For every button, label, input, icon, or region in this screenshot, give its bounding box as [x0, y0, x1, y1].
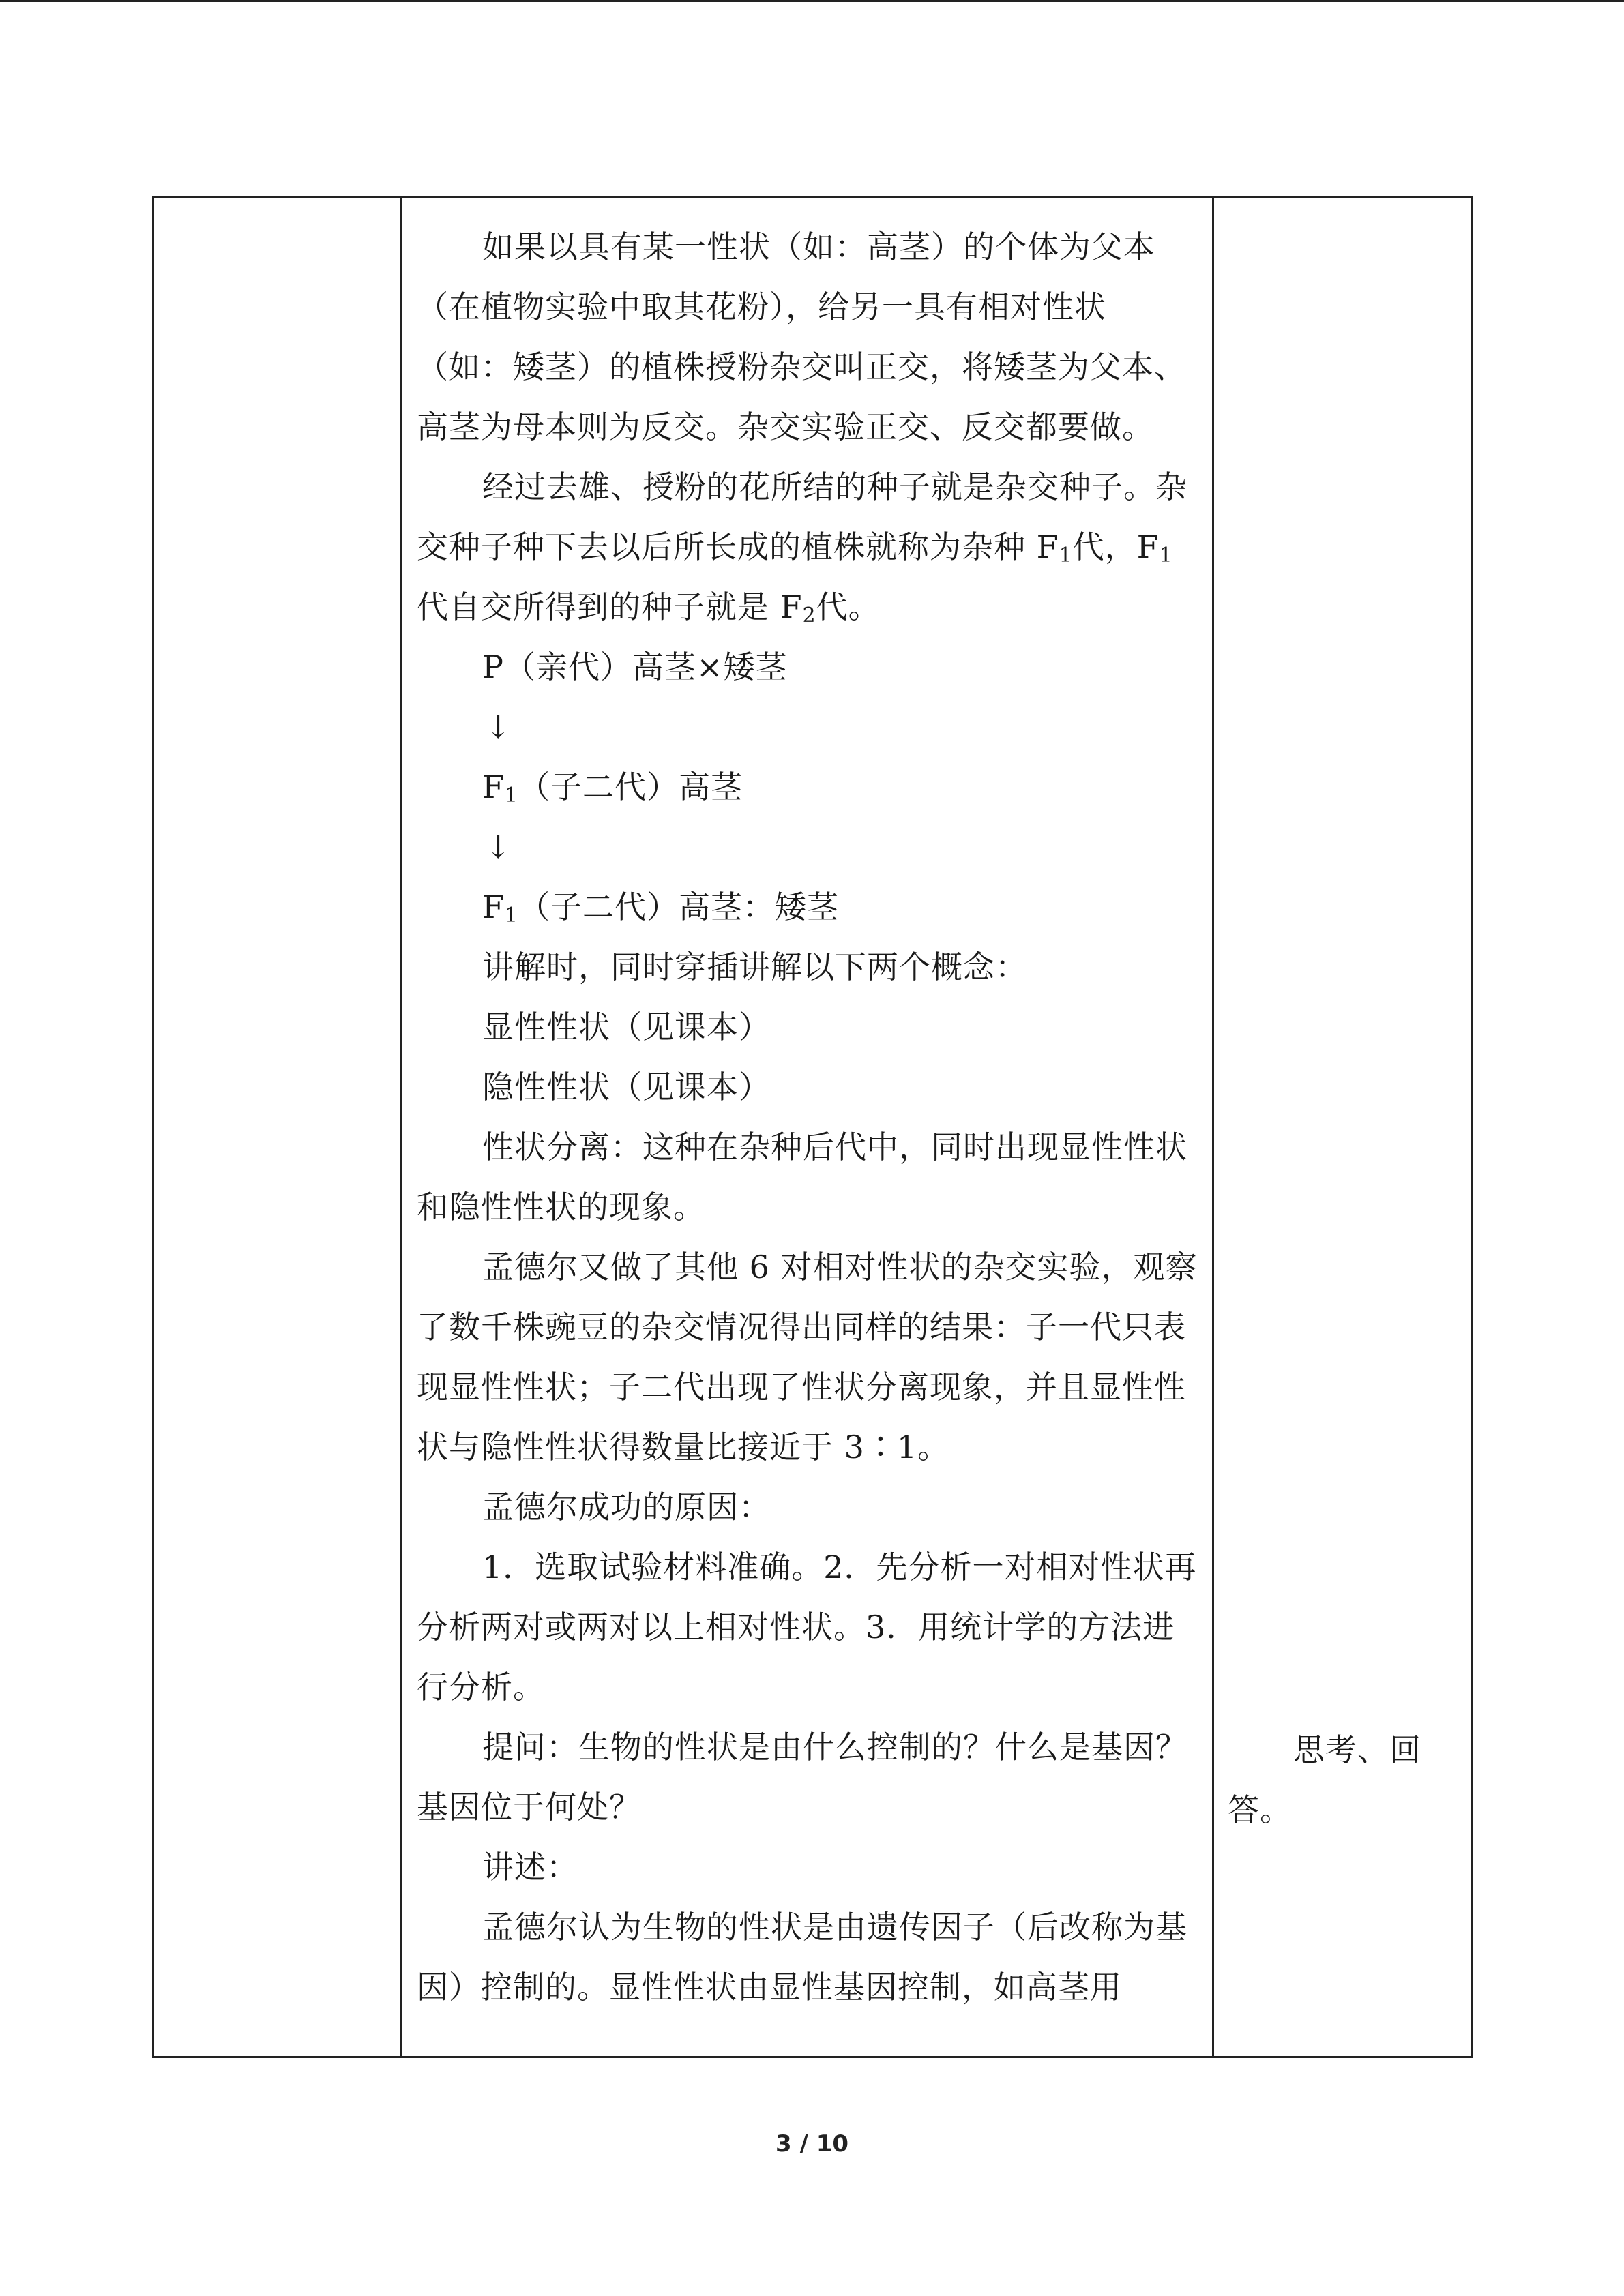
paragraph-question: 提问：生物的性状是由什么控制的？什么是基因？基因位于何处？ — [417, 1729, 1187, 1825]
cross-parent-line: P（亲代）高茎×矮茎 — [482, 648, 788, 685]
paragraph-success-reasons-heading: 孟德尔成功的原因： — [482, 1489, 771, 1525]
concept-recessive-trait: 隐性性状（见课本） — [482, 1069, 771, 1105]
table-column-teacher-activity — [402, 198, 1214, 2056]
concept-dominant-trait: 显性性状（见课本） — [482, 1009, 771, 1045]
concept-trait-segregation: 性状分离：这种在杂种后代中，同时出现显性性状和隐性性状的现象。 — [417, 1129, 1187, 1225]
student-activity-text: 思考、回答。 — [1228, 1731, 1421, 1828]
lesson-table — [152, 196, 1473, 2058]
page-top-rule — [0, 0, 1624, 2]
table-column-student-activity — [1214, 198, 1471, 2056]
paragraph-concepts-intro: 讲解时，同时穿插讲解以下两个概念： — [482, 949, 1027, 985]
table-column-stage — [154, 198, 402, 2056]
paragraph-gene-explanation: 孟德尔认为生物的性状是由遗传因子（后改称为基因）控制的。显性性状由显性基因控制，如高茎用 — [417, 1909, 1187, 2006]
down-arrow-icon: ↓ — [485, 829, 512, 865]
cross-f1-line: $F_1$（子二代）高茎 — [482, 769, 743, 807]
paragraph-lecture-label: 讲述： — [482, 1849, 578, 1885]
paragraph-reciprocal-cross: 如果以具有某一性状（如：高茎）的个体为父本（在植物实验中取其花粉），给另一具有相对性状（如：矮茎）的植株授粉杂交叫正交，将矮茎为父本、高茎为母本则为反交。杂交实验正交、反交都要做。 — [417, 228, 1186, 445]
paragraph-hybrid-seeds: 经过去雄、授粉的花所结的种子就是杂交种子。杂交种子种下去以后所长成的植株就称为杂种 $F_1$代，$F_1$代自交所得到的种子就是 $F_2$代。 — [417, 468, 1187, 627]
cross-f2-line: $F_1$（子二代）高茎：矮茎 — [482, 889, 840, 927]
down-arrow-icon: ↓ — [485, 709, 512, 745]
paragraph-seven-traits: 孟德尔又做了其他 6 对相对性状的杂交实验，观察了数千株豌豆的杂交情况得出同样的结果：子一代只表现显性性状；子二代出现了性状分离现象，并且显性性状与隐性性状得数量比接近于 3∶1。 — [417, 1249, 1198, 1465]
page-number: 3 / 10 — [775, 2130, 849, 2158]
paragraph-success-reasons: 1．选取试验材料准确。2．先分析一对相对性状再分析两对或两对以上相对性状。3．用统计学的方法进行分析。 — [417, 1549, 1197, 1705]
